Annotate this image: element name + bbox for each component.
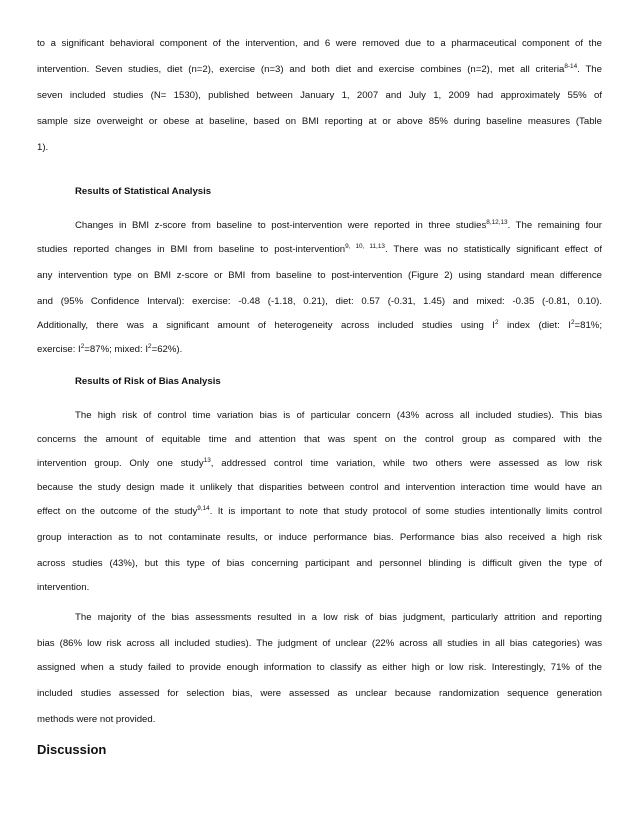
majority-line-1: The majority of the bias assessments resulted in a low risk of bias judgment, particularly attrition and reporting: [75, 612, 602, 623]
superscript: 2: [80, 343, 85, 350]
stats-line-2: studies reported changes in BMI from baseline to post-intervention$^{9, 10, 11,13}$. There was no statistically significant effect of: [37, 243, 602, 255]
majority-line-5: methods were not provided.: [37, 714, 156, 725]
stats-line-6: exercise: $I^2=87\%$; mixed: $I^2=62\%$).: [37, 343, 183, 355]
superscript: 2: [570, 319, 575, 326]
superscript: 2: [148, 343, 152, 350]
stats-line-1: Changes in BMI z-score from baseline to post-intervention were reported in three studies$^{8,12,13}$. The remaining four: [75, 219, 602, 231]
bias-line-4: because the study design made it unlikely that disparities between control and intervention interaction time would have an: [37, 482, 602, 493]
majority-line-2: bias (86% low risk across all included studies). The judgment of unclear (22% across all studies in all bias categories) was: [37, 638, 602, 649]
intro-line-2: intervention. Seven studies, diet (n=2), exercise (n=3) and both diet and exercise combines (n=2), met all criteria$^{8-14}$. The: [37, 63, 602, 75]
superscript: 2: [494, 319, 499, 326]
stats-line-3: any intervention type on BMI z-score or BMI from baseline to post-intervention (Figure 2) using standard mean difference: [37, 270, 602, 281]
citation-superscript: 8,12,13: [486, 219, 508, 226]
stats-line-5: Additionally, there was a significant amount of heterogeneity across included studies using $I^2$ index (diet: $I^2=81\%$;: [37, 319, 602, 331]
bias-line-7: across studies (43%), but this type of bias concerning participant and personnel blinding is difficult given the type of: [37, 558, 602, 569]
citation-superscript: 8-14: [564, 63, 578, 70]
majority-line-3: assigned when a study failed to provide enough information to classify as either high or low risk. Interestingly, 71% of the: [37, 662, 602, 673]
bias-line-6: group interaction as to not contaminate results, or induce performance bias. Performance bias also received a high risk: [37, 532, 602, 543]
citation-superscript: 13: [203, 457, 211, 464]
citation-superscript: 9, 10, 11,13: [345, 243, 385, 250]
majority-line-4: included studies assessed for selection bias, were assessed as unclear because randomization sequence generation: [37, 688, 602, 699]
citation-superscript: 9,14: [197, 505, 210, 512]
intro-line-3: seven included studies (N= 1530), published between January 1, 2007 and July 1, 2009 had approximately 55% of: [37, 90, 602, 101]
bias-line-5: effect on the outcome of the study$^{9,14}$. It is important to note that study protocol of some studies intentionally limits control: [37, 505, 603, 517]
heading-statistical-analysis: Results of Statistical Analysis: [75, 186, 212, 197]
section-heading-discussion: Discussion: [37, 742, 107, 757]
stats-line-4: and (95% Confidence Interval): exercise: -0.48 (-1.18, 0.21), diet: 0.57 (-0.31, 1.45) and mixed: -0.35 (-0.81, 0.10).: [37, 296, 602, 307]
bias-line-1: The high risk of control time variation bias is of particular concern (43% across all included studies). This bias: [75, 410, 602, 421]
bias-line-2: concerns the amount of equitable time and attention that was spent on the control group as compared with the: [37, 434, 602, 445]
intro-line-5: 1).: [37, 142, 49, 153]
bias-line-8: intervention.: [37, 582, 90, 593]
intro-line-4: sample size overweight or obese at baseline, based on BMI reporting at or above 85% during baseline measures (Table: [37, 116, 602, 127]
intro-line-1: to a significant behavioral component of the intervention, and 6 were removed due to a pharmaceutical component of the: [37, 38, 602, 49]
bias-line-3: intervention group. Only one study$^{13}$, addressed control time variation, while two others were assessed as low risk: [37, 457, 602, 469]
heading-risk-of-bias: Results of Risk of Bias Analysis: [75, 376, 221, 387]
